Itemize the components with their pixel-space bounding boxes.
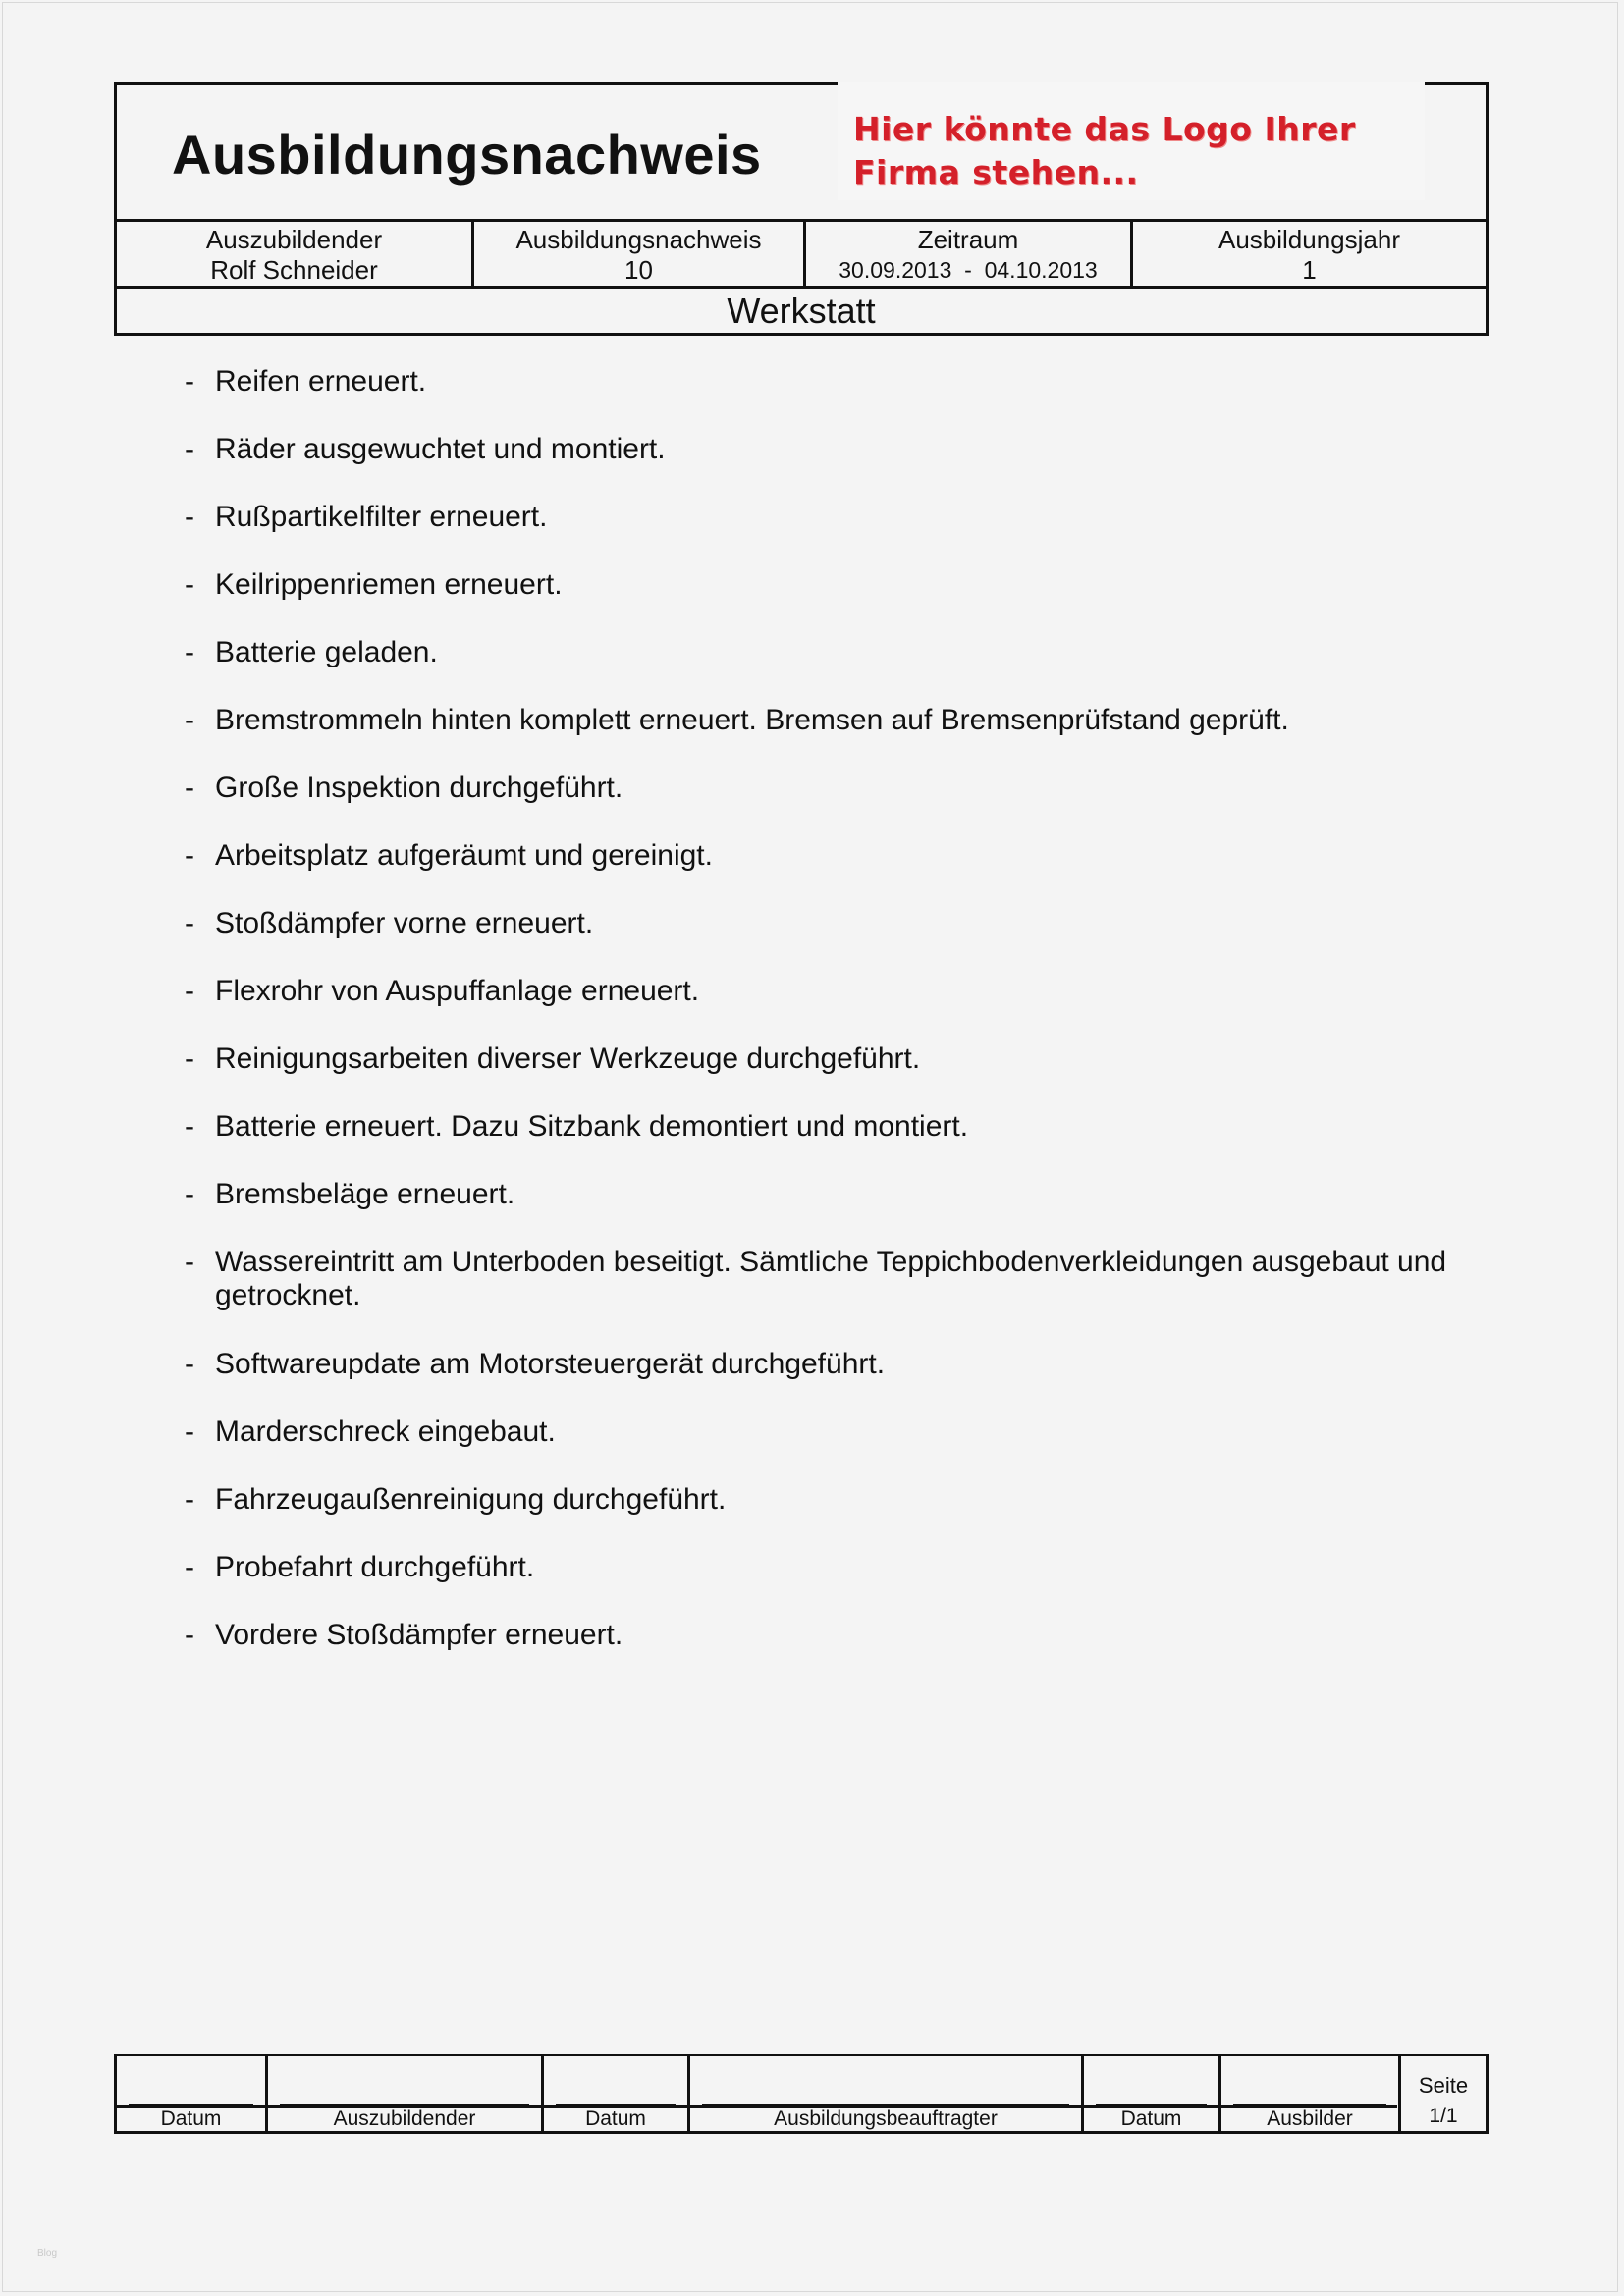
activity-text: Stoßdämpfer vorne erneuert. (215, 907, 594, 939)
signature-cell-trainer (1218, 2056, 1398, 2131)
activity-item (183, 907, 1491, 940)
info-cell-report-number (471, 222, 803, 286)
activity-item (183, 1178, 1491, 1211)
signature-cell-training-officer (687, 2056, 1081, 2131)
signature-label: Ausbilder (1267, 2108, 1353, 2130)
signature-cell-date-3 (1081, 2056, 1218, 2131)
list-dash: - (185, 975, 194, 1007)
activity-text: Marderschreck eingebaut. (215, 1415, 556, 1448)
activity-item (183, 1348, 1491, 1381)
activity-text: Arbeitsplatz aufgeräumt und gereinigt. (215, 839, 713, 872)
page-number: 1/1 (1429, 2105, 1458, 2127)
activity-text: Vordere Stoßdämpfer erneuert. (215, 1619, 623, 1651)
activity-item (183, 1110, 1491, 1144)
list-dash: - (185, 568, 194, 601)
activity-text: Bremsbeläge erneuert. (215, 1178, 515, 1210)
list-dash: - (185, 839, 194, 872)
activity-text: Keilrippenriemen erneuert. (215, 568, 563, 601)
activity-text: Räder ausgewuchtet und montiert. (215, 433, 666, 465)
info-value: 10 (624, 255, 653, 285)
activity-item (183, 1415, 1491, 1449)
activity-text: Softwareupdate am Motorsteuergerät durchgeführt. (215, 1348, 886, 1380)
activity-item (183, 704, 1491, 737)
activity-item (183, 1246, 1491, 1312)
activity-text: Fahrzeugaußenreinigung durchgeführt. (215, 1483, 727, 1516)
signature-label: Auszubildender (333, 2108, 476, 2130)
activity-item (183, 501, 1491, 534)
page-label: Seite (1418, 2073, 1469, 2098)
list-dash: - (185, 1348, 194, 1380)
title-row (117, 85, 1486, 222)
activity-text: Flexrohr von Auspuffanlage erneuert. (215, 975, 700, 1007)
list-dash: - (185, 704, 194, 736)
company-logo-placeholder (838, 82, 1425, 200)
section-title: Werkstatt (727, 291, 876, 331)
info-row (117, 222, 1486, 289)
info-value: 1 (1302, 255, 1317, 285)
signature-table (114, 2054, 1489, 2134)
signature-cell-date-2 (541, 2056, 687, 2131)
info-label: Ausbildungsjahr (1218, 225, 1400, 254)
page-border (2, 2, 1618, 2292)
activity-text: Reifen erneuert. (215, 365, 427, 398)
activity-item (183, 1483, 1491, 1517)
list-dash: - (185, 1551, 194, 1583)
activity-item (183, 636, 1491, 669)
info-cell-training-year (1130, 222, 1486, 286)
signature-label: Datum (585, 2108, 646, 2130)
activity-text: Rußpartikelfilter erneuert. (215, 501, 548, 533)
list-dash: - (185, 501, 194, 533)
signature-cell-trainee (265, 2056, 541, 2131)
activity-text: Reinigungsarbeiten diverser Werkzeuge durchgeführt. (215, 1042, 921, 1075)
activity-item (183, 772, 1491, 805)
activity-text: Batterie erneuert. Dazu Sitzbank demontiert und montiert. (215, 1110, 969, 1143)
info-label: Ausbildungsnachweis (515, 225, 762, 254)
activity-item (183, 975, 1491, 1008)
header-table (114, 82, 1489, 336)
list-dash: - (185, 433, 194, 465)
list-dash: - (185, 365, 194, 398)
activity-item (183, 365, 1491, 399)
logo-text-line-2: Firma stehen... (853, 153, 1139, 191)
signature-cell-date-1 (117, 2056, 265, 2131)
page-number-cell (1398, 2056, 1486, 2131)
activity-text: Große Inspektion durchgeführt. (215, 772, 623, 804)
info-label: Auszubildender (205, 225, 383, 254)
activity-item (183, 839, 1491, 873)
info-cell-trainee (117, 222, 471, 286)
activity-item (183, 1551, 1491, 1584)
activity-item (183, 1619, 1491, 1652)
list-dash: - (185, 1246, 194, 1278)
list-dash: - (185, 907, 194, 939)
activity-item (183, 1042, 1491, 1076)
signature-label: Datum (1120, 2108, 1182, 2130)
activity-item (183, 433, 1491, 466)
activity-text: Bremstrommeln hinten komplett erneuert. Bremsen auf Bremsenprüfstand geprüft. (215, 704, 1289, 736)
info-value: 30.09.2013 - 04.10.2013 (839, 257, 1098, 283)
info-value: Rolf Schneider (210, 255, 378, 285)
list-dash: - (185, 1042, 194, 1075)
info-label: Zeitraum (917, 225, 1019, 254)
list-dash: - (185, 1415, 194, 1448)
activity-text: Wassereintritt am Unterboden beseitigt. Sämtliche Teppichbodenverkleidungen ausgebaut und getrocknet. (215, 1246, 1447, 1311)
list-dash: - (185, 1483, 194, 1516)
activity-text: Batterie geladen. (215, 636, 438, 668)
activity-text: Probefahrt durchgeführt. (215, 1551, 535, 1583)
signature-label: Datum (160, 2108, 222, 2130)
activity-item (183, 568, 1491, 602)
watermark: Blog (37, 2248, 58, 2259)
logo-text-line-1: Hier könnte das Logo Ihrer (853, 110, 1356, 148)
signature-label: Ausbildungsbeauftragter (774, 2108, 998, 2130)
document-title: Ausbildungsnachweis (172, 124, 762, 186)
info-cell-period (803, 222, 1130, 286)
list-dash: - (185, 1178, 194, 1210)
list-dash: - (185, 772, 194, 804)
list-dash: - (185, 1110, 194, 1143)
list-dash: - (185, 636, 194, 668)
list-dash: - (185, 1619, 194, 1651)
